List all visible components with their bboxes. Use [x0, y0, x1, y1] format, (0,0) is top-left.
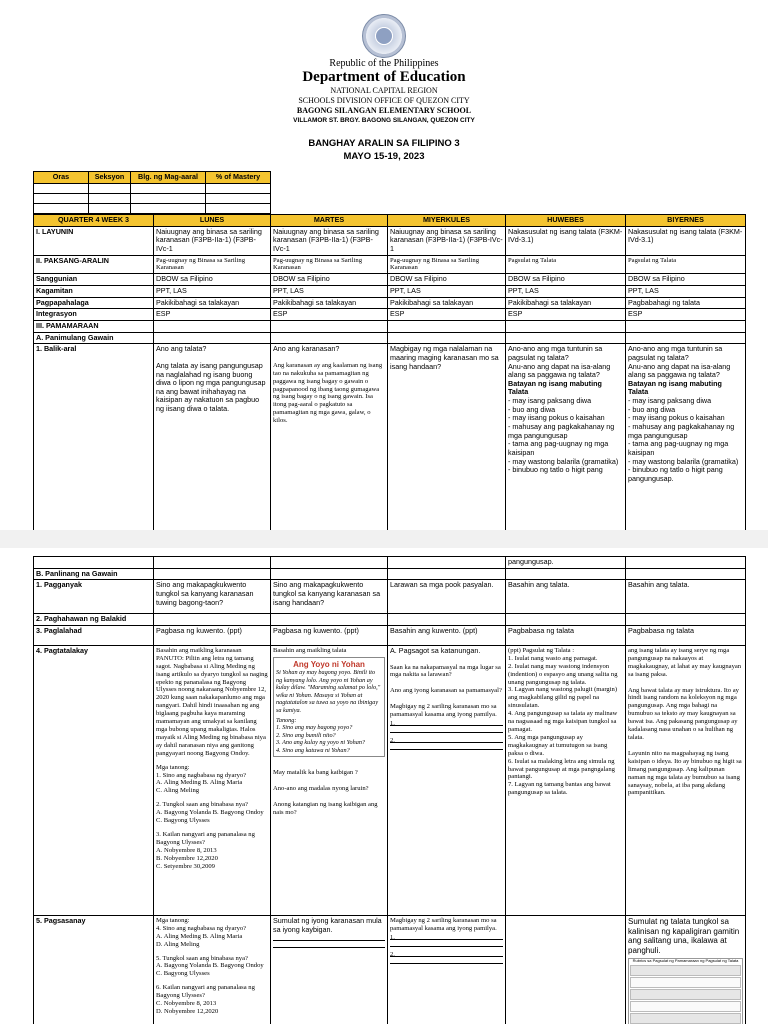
row-label: 1. Balik-aral: [34, 344, 154, 530]
lesson-plan-table: [33, 214, 746, 530]
row-label: II. PAKSANG-ARALIN: [34, 255, 154, 274]
row-label: Pagpapahalaga: [34, 297, 154, 309]
stats-header-row: [34, 172, 271, 184]
header-lunes: LUNES: [154, 215, 271, 227]
pagganyak-lunes: Sino ang makapagkukwento tungkol sa kanyang karanasan tuwing bagong-taon?: [154, 580, 271, 614]
paglalahad-martes: Pagbasa ng kuwento. (ppt): [271, 625, 388, 645]
sanggunian-martes: DBOW sa Filipino: [271, 274, 388, 286]
integrasyon-row: [34, 309, 746, 321]
pagtatalakay-lunes-q2: 2. Tungkol saan ang binabasa nya? A. Bagyong Yolanda B. Bagyong Ondoy C. Bagyong Ulysses: [156, 801, 264, 825]
division-line: SCHOOLS DIVISION OFFICE OF QUEZON CITY: [298, 96, 470, 105]
stats-table: [33, 171, 271, 214]
carry-row: [34, 557, 746, 569]
answer-line-2: 2.: [390, 951, 503, 957]
paksa-lunes: Pag-uugnay ng Binasa sa Sariling Karanasan: [154, 255, 271, 274]
stats-header-oras: Oras: [34, 172, 89, 184]
balik-aral-martes-question: Ano ang karanasan?: [273, 344, 340, 354]
balik-aral-biyernes-list: - may isang paksang diwa - buo ang diwa - may iisang pokus o kaisahan - mahusay ang pagkakahanay ng mga pangungusap - tama ang pag-uugnay ng mga kaisipan - may wastong balarila (gramatika) - binubuo ng tatlo o higit pang pangungusap.: [628, 396, 739, 483]
address-line: VILLAMOR ST. BRGY. BAGONG SILANGAN, QUEZON CITY: [293, 117, 475, 124]
row-label: 5. Pagsasanay: [34, 915, 154, 1024]
kagamitan-row: [34, 286, 746, 298]
row-label: 1. Pagganyak: [34, 580, 154, 614]
balik-aral-martes: [271, 344, 388, 530]
panlinang-row: [34, 568, 746, 580]
pagsasanay-lunes-q5: 5. Tungkol saan ang binabasa nya? A. Bagyong Yolanda B. Bagyong Ondoy C. Bagyong Ulysses: [156, 954, 264, 978]
lesson-plan-table-continued: [33, 556, 746, 1024]
integrasyon-lunes: ESP: [154, 309, 271, 321]
stats-header-mastery: % of Mastery: [206, 172, 271, 184]
pagsasanay-lunes-q4: 4. Sino ang nagbabasa ng dyaryo? A. Aling Meding B. Aling Maria D. Aling Meling: [156, 924, 247, 948]
layunin-martes: Naiuugnay ang binasa sa sariling karanasan (F3PB-IIa-1) (F3PB-IVc-1: [271, 226, 388, 255]
stats-row: [34, 193, 271, 203]
plan-title: BANGHAY ARALIN SA FILIPINO 3: [308, 138, 460, 149]
layunin-lunes: Naiuugnay ang binasa sa sariling karanasan (F3PB-IIa-1) (F3PB-IVc-1: [154, 226, 271, 255]
pagtatalakay-lunes-mga: Mga tanong:: [156, 763, 190, 771]
story-image-text: Si Yohan ay may bagong yoyo. Binili ito ng kanyang lolo. Ang yoyo ni Yohan ay kulay dilaw. "Maraming salamat po lolo," wika ni Yohan. Masaya si Yohan at nagtatatalon sa tuwa sa yoyo na ibinigay sa kaniya.: [276, 669, 381, 714]
paksa-huwebes: Pagsulat ng Talata: [506, 255, 626, 274]
pagsasanay-biyernes: [626, 915, 746, 1024]
paksa-miyerkules: Pag-uugnay ng Binasa sa Sariling Karanasan: [388, 255, 506, 274]
balik-aral-lunes-question: Ano ang talata?: [156, 344, 207, 354]
balik-aral-huwebes-heading: Batayan ng isang mabuting Talata: [508, 378, 602, 397]
layunin-biyernes: Nakasusulat ng isang talata (F3KM-IVd-3.1): [626, 226, 746, 255]
balik-aral-miyerkules: Magbigay ng mga nalalaman na maaring maging karanasan mo sa isang handaan?: [388, 344, 506, 530]
department-title: Department of Education: [302, 69, 466, 85]
school-line: BAGONG SILANGAN ELEMENTARY SCHOOL: [296, 106, 472, 115]
sanggunian-biyernes: DBOW sa Filipino: [626, 274, 746, 286]
pagganyak-biyernes: Basahin ang talata.: [626, 580, 746, 614]
pagpapahalaga-row: [34, 297, 746, 309]
paksa-biyernes: Pagsulat ng Talata: [626, 255, 746, 274]
pagtatalakay-miyerkules-q1: Saan ka na nakapamasyal na mga lugar sa mga nakita sa larawan?: [390, 663, 501, 679]
rubric-title: Rubrics sa Pagsulat ng Pamamaraan ng Pagsulat ng Talata: [632, 958, 739, 964]
page-2: [0, 548, 768, 1024]
stats-header-blg: Blg. ng Mag-aaral: [131, 172, 206, 184]
pagtatalakay-row: [34, 645, 746, 915]
pagsasanay-lunes: [154, 915, 271, 1024]
pagsasanay-huwebes: [506, 915, 626, 1024]
header-quarter: QUARTER 4 WEEK 3: [34, 215, 154, 227]
integrasyon-biyernes: ESP: [626, 309, 746, 321]
pagtatalakay-miyerkules-q2: Ano ang iyong karanasan sa pamamasyal?: [390, 687, 502, 695]
pagtatalakay-biyernes-p1: ang isang talata ay isang serye ng mga pangungusap na nakaayos at magkakaugnay, at lahat ay may kaugnayan sa isang paksa.: [628, 646, 742, 678]
kagamitan-lunes: PPT, LAS: [154, 286, 271, 298]
answer-line-1: 1.: [390, 934, 503, 940]
balik-aral-huwebes: [506, 344, 626, 530]
pagtatalakay-miyerkules: [388, 645, 506, 915]
layunin-row: [34, 226, 746, 255]
pagtatalakay-biyernes-p2: Ang bawat talata ay may istruktura. Ito ay hindi isang random na koleksyon ng mga pangungusap. Ang mga bahagi na bumubuo sa teksto ay may kaugnayan sa bawat isa. Ang pakasang pangungusap ay kadalasang nasa unahan o sa hulihan ng talata.: [628, 686, 739, 741]
pagtatalakay-martes-q3: Anong katangian ng isang kaibigan ang nais mo?: [273, 801, 378, 816]
story-image-questions: Tanong: 1. Sino ang may bagong yoyo? 2. Sino ang bumili nito? 3. Ano ang kulay ng yoyo ni Yohan? 4. Sino ang katuwa ni Yohan?: [276, 717, 366, 754]
rubric-image: [628, 958, 743, 1024]
kagamitan-martes: PPT, LAS: [271, 286, 388, 298]
pagtatalakay-lunes-q1: 1. Sino ang nagbabasa ng dyaryo? A. Aling Meding B. Aling Maria C. Aling Meling: [156, 771, 247, 795]
layunin-miyerkules: Naiuugnay ang binasa sa sariling karanasan (F3PB-IIa-1) (F3PB-IVc-1: [388, 226, 506, 255]
row-label: I. LAYUNIN: [34, 226, 154, 255]
day-header-row: [34, 215, 746, 227]
paglalahad-miyerkules: Basahin ang kuwento. (ppt): [388, 625, 506, 645]
balik-aral-huwebes-list: - may isang paksang diwa - buo ang diwa - may iisang pokus o kaisahan - mahusay ang pagkakahanay ng mga pangungusap - tama ang pag-uugnay ng mga kaisipan - may wastong balarila (gramatika) - binubuo ng tatlo o higit pang: [508, 396, 619, 475]
pagpapahalaga-biyernes: Pagbabahagi ng talata: [626, 297, 746, 309]
paksa-row: [34, 255, 746, 274]
page-gap: [0, 530, 768, 548]
row-label: 3. Paglalahad: [34, 625, 154, 645]
balik-aral-lunes-answer: Ang talata ay isang pangungusap na naglalahad ng isang buong diwa o lipon ng mga pangungusap na ang bawat inihahayag na kaisipan ay nakatuon sa pagbuo ng iisang diwa o talata.: [156, 360, 266, 414]
answer-line-2: 2.: [390, 737, 503, 743]
pagsasanay-miyerkules: [388, 915, 506, 1024]
pamamaraan-row: [34, 320, 746, 332]
pagganyak-row: [34, 580, 746, 614]
integrasyon-martes: ESP: [271, 309, 388, 321]
pagsasanay-row: [34, 915, 746, 1024]
header-miyerkules: MIYERKULES: [388, 215, 506, 227]
pagtatalakay-miyerkules-heading: A. Pagsagot sa katanungan.: [390, 645, 481, 655]
pagsasanay-miyerkules-text: Magbigay ng 2 sariling karanasan mo sa pamamasyal kasama ang iyong pamilya.: [390, 916, 497, 932]
stats-row: [34, 183, 271, 193]
sanggunian-huwebes: DBOW sa Filipino: [506, 274, 626, 286]
pagpapahalaga-lunes: Pakikibahagi sa talakayan: [154, 297, 271, 309]
paglalahad-lunes: Pagbasa ng kuwento. (ppt): [154, 625, 271, 645]
panimulang-row: [34, 332, 746, 344]
kagamitan-miyerkules: PPT, LAS: [388, 286, 506, 298]
pagpapahalaga-huwebes: Pakikibahagi sa talakayan: [506, 297, 626, 309]
balik-aral-biyernes: [626, 344, 746, 530]
pagtatalakay-miyerkules-q3: Magbigay ng 2 sariling karanasan mo sa pamamasyal kasama ang iyong pamilya.: [390, 703, 497, 719]
row-label: Integrasyon: [34, 309, 154, 321]
integrasyon-huwebes: ESP: [506, 309, 626, 321]
pagtatalakay-martes-intro: Basahin ang maikling talata: [273, 646, 347, 654]
layunin-huwebes: Nakasusulat ng isang talata (F3KM-IVd-3.1): [506, 226, 626, 255]
row-label: Sanggunian: [34, 274, 154, 286]
pagsasanay-lunes-q6: 6. Kailan nangyari ang pananalasa ng Bagyong Ulysses? C. Nobyembre 8, 2013 D. Nobyembre 12,2020: [156, 984, 255, 1015]
pagtatalakay-huwebes: (ppt) Pagsulat ng Talata : 1. Isulat nang wasto ang pamagat. 2. Isulat nang may wastong indensyon (indention) o espasyo ang unang salita ng unang pangungusap ng talata. 3. Lagyan nang wastong palugit (margin) ang magkabilang gilid ng papel na sinusulatan. 4. Ang pangungusap sa talata ay malinaw na nagsasaad ng mga kaisipan tungkol sa pamagat. 5. Ang mga pangungusap ay magkakaugnay at tumutugon sa isang paksa o diwa. 6. Isulat sa malaking letra ang simula ng bawat pangungusap at mga pangngalang pantangi. 7. Lagyan ng tamang bantas ang bawat pangungusap sa talata.: [506, 645, 626, 915]
row-label: B. Panlinang na Gawain: [34, 568, 154, 580]
header-huwebes: HUWEBES: [506, 215, 626, 227]
balik-aral-martes-answer: Ang karanasan ay ang kaalaman ng isang tao na nakukuha sa pamamagitan ng paggawa ng isang bagay o gawain o pagpapanood ng ibang taong gumagawa ng isang bagay o ng isang gawain. Isa itong pag-aaral o pagkatuto sa pamamagitan ng mga gawa, galaw, o kilos.: [273, 361, 383, 425]
sanggunian-lunes: DBOW sa Filipino: [154, 274, 271, 286]
balik-aral-row: [34, 344, 746, 530]
paglalahad-biyernes: Pagbabasa ng talata: [626, 625, 746, 645]
carry-huwebes: pangungusap.: [506, 557, 626, 569]
pagtatalakay-lunes-intro: Basahin ang maikling karanasan: [156, 646, 242, 654]
region-line: NATIONAL CAPITAL REGION: [330, 86, 438, 95]
pagpapahalaga-martes: Pakikibahagi sa talakayan: [271, 297, 388, 309]
kagamitan-biyernes: PPT, LAS: [626, 286, 746, 298]
row-label: 2. Paghahawan ng Balakid: [34, 614, 154, 626]
header-martes: MARTES: [271, 215, 388, 227]
story-image-title: Ang Yoyo ni Yohan: [293, 659, 365, 669]
sanggunian-row: [34, 274, 746, 286]
republic-line: Republic of the Philippines: [329, 58, 439, 69]
pagtatalakay-biyernes-p3: Layunin nito na magpahayag ng isang kaisipan o ideya. Ito ay binubuo ng higit sa limang pangungusap. Ang kalipunan naman ng mga talata ay bumubuo sa isang sanaysay, nobela, at iba pang akdang pampanitikan.: [628, 749, 742, 797]
sanggunian-miyerkules: DBOW sa Filipino: [388, 274, 506, 286]
pagtatalakay-biyernes: [626, 645, 746, 915]
integrasyon-miyerkules: ESP: [388, 309, 506, 321]
paglalahad-huwebes: Pagbabasa ng talata: [506, 625, 626, 645]
pagtatalakay-martes-q2: Ano-ano ang madalas nyong laruin?: [273, 785, 369, 793]
pagtatalakay-lunes-text: PANUTO: Piliin ang letra ng tamang sagot. Nagbabasa si Aling Meding ng isang artikulo sa dyaryo tungkol sa naging epekto ng pananalasa ng Bagyong Ulysses noong nakaraang Nobyembre 12, 2020 kung saan nakakapanlumo ang mga nangyari. Dahil hindi inaasahan ng ang biglaang pagbuha kaya maraming mamamayan ang umakyat sa kanilang mga bubong upang makaligtas. Halos mayaik si Aling Meding ng binabasa niya ay dahil naranasan niya ang ganitong pangyayari noong Bagyong Ondoy.: [156, 654, 268, 757]
balik-aral-biyernes-question: Ano-ano ang mga tuntunin sa pagsulat ng talata? Anu-ano ang dapat na isa-alang alang sa paggawa ng talata?: [628, 344, 731, 380]
story-image: [273, 657, 385, 757]
pagganyak-miyerkules: Larawan sa mga pook pasyalan.: [388, 580, 506, 614]
plan-dates: MAYO 15-19, 2023: [343, 151, 425, 162]
balik-aral-biyernes-heading: Batayan ng isang mabuting Talata: [628, 378, 722, 397]
row-label: A. Panimulang Gawain: [34, 332, 154, 344]
pagpapahalaga-miyerkules: Pakikibahagi sa talakayan: [388, 297, 506, 309]
stats-row: [34, 203, 271, 213]
pagtatalakay-martes-q1: May matalik ka bang kaibigan ?: [273, 769, 358, 777]
pagsasanay-biyernes-text: Sumulat ng talata tungkol sa kalinisan ng kapaligiran gamitin ang salitang una, ikalawa at panghuli.: [628, 916, 740, 955]
paglalahad-row: [34, 625, 746, 645]
pagsasanay-lunes-mga: Mga tanong:: [156, 916, 190, 924]
pagtatalakay-martes: [271, 645, 388, 915]
paghahawan-row: [34, 614, 746, 626]
row-label: Kagamitan: [34, 286, 154, 298]
pagsasanay-martes-text: Sumulat ng iyong karanasan mula sa iyong kaybigan.: [273, 915, 382, 934]
row-label: III. PAMAMARAAN: [34, 320, 154, 332]
pagtatalakay-lunes-q3: 3. Kailan nangyari ang pananalasa ng Bagyong Ulysses? A. Nobyembre 8, 2013 B. Nobyembre 12,2020 C. Setyembre 30,2009: [156, 830, 255, 870]
balik-aral-lunes: [154, 344, 271, 530]
row-label: 4. Pagtatalakay: [34, 645, 154, 915]
header-biyernes: BIYERNES: [626, 215, 746, 227]
pagsasanay-martes: [271, 915, 388, 1024]
pagganyak-huwebes: Basahin ang talata.: [506, 580, 626, 614]
kagamitan-huwebes: PPT, LAS: [506, 286, 626, 298]
stats-header-seksyon: Seksyon: [89, 172, 131, 184]
deped-seal-logo: [362, 14, 406, 58]
pagganyak-martes: Sino ang makapagkukwento tungkol sa kanyang karanasan sa isang handaan?: [271, 580, 388, 614]
balik-aral-huwebes-question: Ano-ano ang mga tuntunin sa pagsulat ng talata? Anu-ano ang dapat na isa-alang alang sa paggawa ng talata?: [508, 344, 611, 380]
answer-line-1: 1.: [390, 720, 503, 726]
pagtatalakay-lunes: [154, 645, 271, 915]
paksa-martes: Pag-uugnay ng Binasa sa Sariling Karanasan: [271, 255, 388, 274]
